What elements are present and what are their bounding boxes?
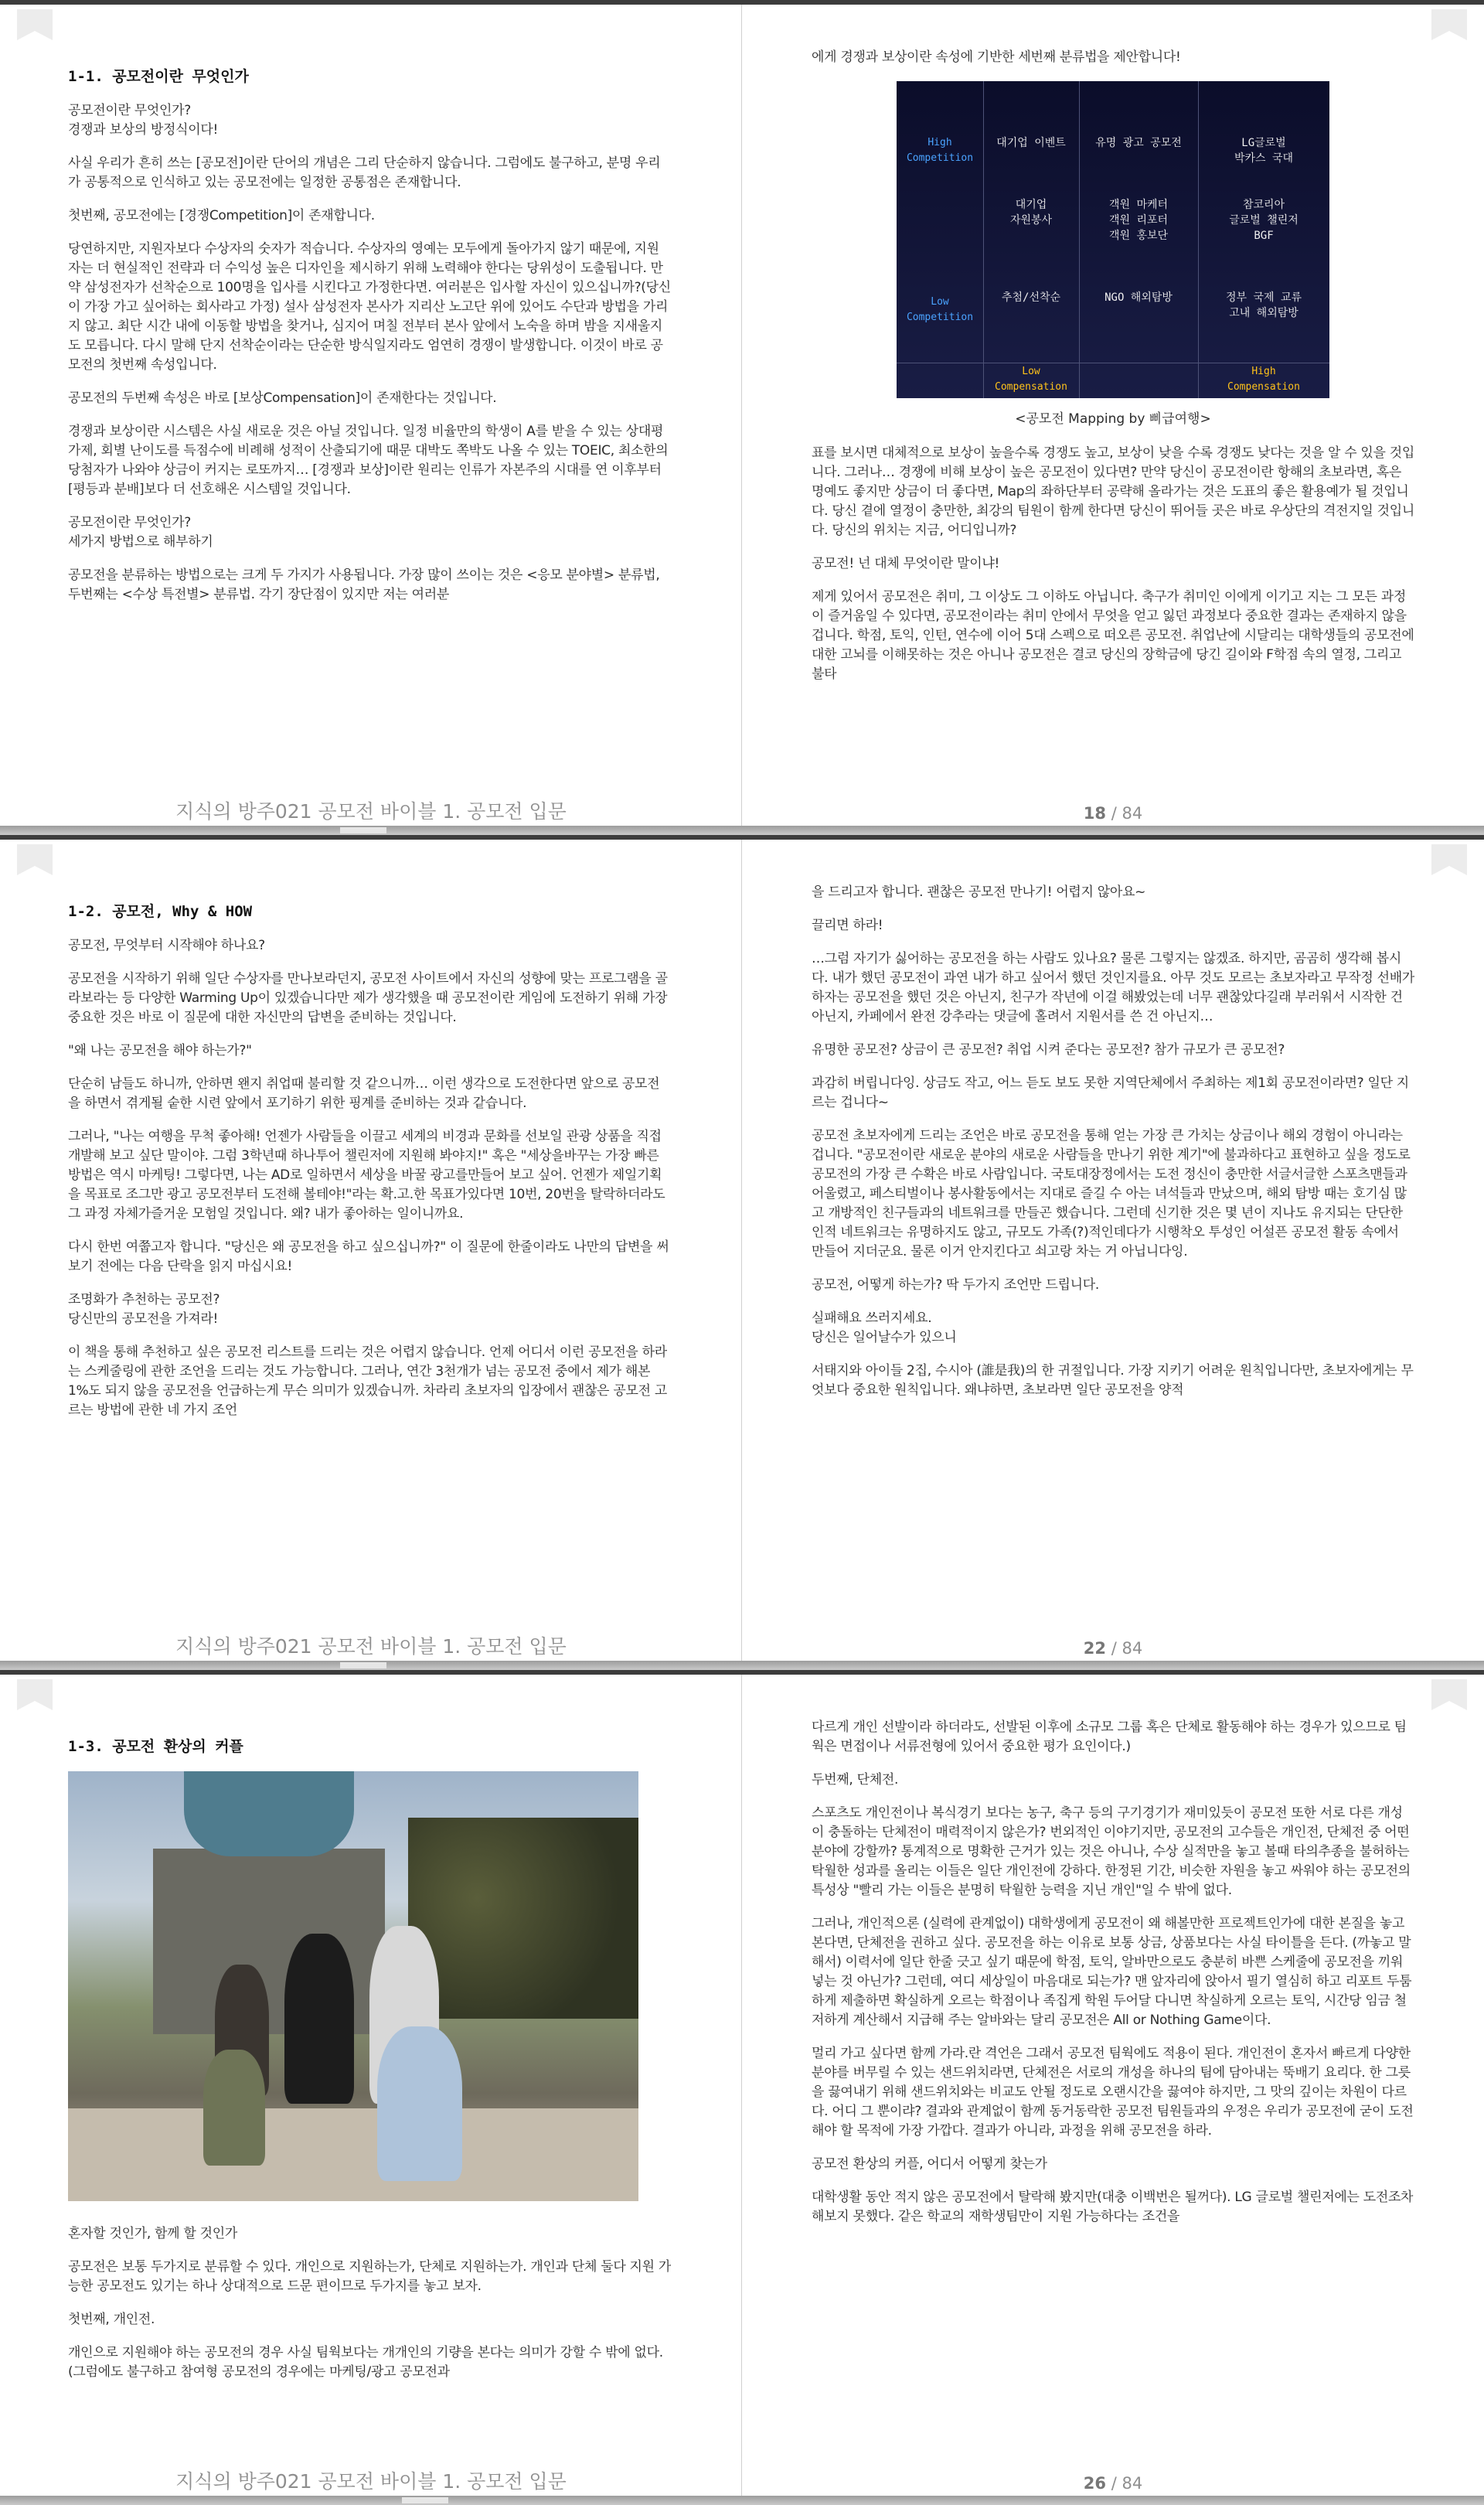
paragraph: 단순히 남들도 하니까, 안하면 왠지 취업때 불리할 것 같으니까… 이런 생각으로 도전한다면 앞으로 공모전을 하면서 겪게될 숱한 시련 앞에서 포기하기 위한 핑계를 준비하는 것과 같습니다.	[68, 1076, 660, 1111]
map-cell: 대기업 이벤트	[996, 137, 1066, 149]
paragraph: 제게 있어서 공모전은 취미, 그 이상도 그 이하도 아닙니다. 축구가 취미인 이에게 이기고 지는 그 모든 과정이 즐거움일 수 있다면, 공모전이라는 취미 안에서 무엇을 얻고 잃던 과정보다 중요한 결과는 존재하지 않을 겁니다. 학점, 토익, 인턴, 연수에 이어 5대 스펙으로 떠오른 공모전. 취업난에 시달리는 대학생들의 공모전에 대한 고뇌를 이해못하는 것은 아니나 공모전은 결코 당신의 장학금에 당긴 길이와 F학점 속의 열정, 그리고 불타	[812, 589, 1414, 682]
paragraph: 경쟁과 보상이란 시스템은 사실 새로운 것은 아닐 것입니다. 일정 비율만의 학생이 A를 받을 수 있는 상대평가제, 회별 난이도를 득점수에 비례해 성적이 산출되기에 때문 대박도 쪽박도 나올 수 있는 TOEIC, 최소한의 당첨자가 나와야 상금이 커지는 로또까지… [경쟁과 보상]이란 원리는 인류가 자본주의 시대를 연 이후부터 [평등과 분배]보다 더 선호해온 시스템일 것입니다.	[68, 424, 669, 497]
page-number: 22 / 84	[1083, 1639, 1143, 1658]
photo-trees	[408, 1818, 638, 2019]
photo-ground	[68, 2108, 638, 2201]
paragraph: 멀리 가고 싶다면 함께 가라.란 격언은 그래서 공모전 팀웍에도 적용이 된다. 개인전이 혼자서 빠르게 다양한 분야를 버무릴 수 있는 샌드위치라면, 단체전은 서로의 개성을 하나의 팀에 담아내는 뚝배기 요리다. 한 그릇을 끓여내기 위해 샌드위치와는 비교도 안될 정도로 오랜시간을 끓여야 하지만, 그 맛의 깊이는 차원이 다르다. 어디 그 뿐이랴? 결과와 관계없이 함께 동거동락한 공모전 팀원들과의 우정은 우리가 공모전에 굳이 도전해야 할 목적에 가장 가깝다. 결과가 아니라, 과정을 위해 공모전을 하라.	[812, 2046, 1414, 2139]
spread-2	[0, 835, 1484, 1670]
paragraph: 공모전은 보통 두가지로 분류할 수 있다. 개인으로 지원하는가, 단체로 지원하는가. 개인과 단체 둘다 지원 가능한 공모전도 있기는 하나 상대적으로 드문 편이므로 두가지를 놓고 보자.	[68, 2259, 671, 2294]
paragraph: 혼자할 것인가, 함께 할 것인가	[68, 2226, 237, 2241]
paragraph: 두번째, 단체전.	[812, 1772, 899, 1788]
current-page: 18	[1083, 804, 1107, 823]
paragraph: 표를 보시면 대체적으로 보상이 높을수록 경쟁도 높고, 보상이 낮을 수록 경쟁도 낮다는 것을 알 수 있을 것입니다. 그러나… 경쟁에 비해 보상이 높은 공모전이 있다면? 만약 당신이 공모전이란 항해의 초보라면, 혹은 명예도 좋지만 상금이 더 좋다면, Map의 좌하단부터 공략해 올라가는 것은 도표의 좋은 활용예가 될 것입니다. 당신 곁에 열정이 충만한, 최강의 팀원이 함께 한다면 당신이 뛰어들 곳은 바로 우상단의 격전지일 것입니다. 당신의 위치는 지금, 어디입니까?	[812, 445, 1414, 538]
map-cell: 유명 광고 공모전	[1095, 137, 1182, 149]
map-cell: LG글로벌 박카스 국대	[1234, 137, 1294, 165]
paragraph: 공모전 환상의 커플, 어디서 어떻게 찾는가	[812, 2156, 1047, 2172]
page-right	[742, 5, 1484, 835]
axis-high-compensation: High Compensation	[1227, 366, 1300, 393]
page-number: 26 / 84	[1083, 2474, 1143, 2493]
paragraph: 공모전을 시작하기 위해 일단 수상자를 만나보라던지, 공모전 사이트에서 자신의 성향에 맞는 프로그램을 골라보라는 등 다양한 Warming Up이 있겠습니다만 제가 생각했을 때 공모전이란 게임에 도전하기 위해 가장 중요한 것은 바로 이 질문에 대한 자신만의 답변을 준비하는 것입니다.	[68, 971, 668, 1025]
map-cell: 대기업 자원봉사	[1009, 199, 1053, 227]
paragraph: 공모전이란 무엇인가? 경쟁과 보상의 방정식이다!	[68, 103, 219, 138]
paragraph: "왜 나는 공모전을 해야 하는가?"	[68, 1043, 252, 1058]
map-cell: 객원 마케터 객원 리포터 객원 홍보단	[1108, 199, 1169, 242]
bookmark-icon[interactable]	[17, 844, 53, 875]
page-left	[0, 840, 742, 1670]
grid-line	[983, 81, 984, 398]
total-pages: 84	[1122, 2474, 1143, 2493]
page-content	[812, 1718, 1414, 2437]
page-right	[742, 840, 1484, 1670]
bookmark-icon[interactable]	[17, 1679, 53, 1710]
bookmark-icon[interactable]	[17, 9, 53, 40]
paragraph: 에게 경쟁과 보상이란 속성에 기반한 세번째 분류법을 제안합니다!	[812, 49, 1181, 65]
bookmark-icon[interactable]	[1431, 1679, 1467, 1710]
paragraph: 다시 한번 여쭙고자 합니다. "당신은 왜 공모전을 하고 싶으십니까?" 이 질문에 한줄이라도 나만의 답변을 써보기 전에는 다음 단락을 읽지 마십시요!	[68, 1239, 669, 1274]
paragraph: 사실 우리가 흔히 쓰는 [공모전]이란 단어의 개념은 그리 단순하지 않습니다. 그럼에도 불구하고, 분명 우리가 공통적으로 인식하고 있는 공모전에는 일정한 공통점은 존재합니다.	[68, 155, 661, 190]
paragraph: 유명한 공모전? 상금이 큰 공모전? 취업 시켜 준다는 공모전? 참가 규모가 큰 공모전?	[812, 1042, 1285, 1058]
current-page: 26	[1083, 2474, 1107, 2493]
paragraph: 당연하지만, 지원자보다 수상자의 숫자가 적습니다. 수상자의 영예는 모두에게 돌아가지 않기 때문에, 지원자는 더 현실적인 전략과 더 수익성 높은 디자인을 제시하기 위해 노력해야 한다는 당위성이 도출됩니다. 만약 삼성전자가 선착순으로 100명을 입사를 시킨다고 가정한다면. 여러분은 입사할 자신이 있으십니까?(당신이 가장 가고 싶어하는 회사라고 가정) 설사 삼성전자 본사가 지리산 노고단 위에 있어도 수단과 방법을 가리지 않고. 최단 시간 내에 이동할 방법을 찾거나, 심지어 며칠 전부터 본사 앞에서 노숙을 하며 밤을 지새울지도 모릅니다. 다시 말해 단지 선착순이라는 단순한 방식일지라도 엄연히 경쟁이 발생합니다. 이것이 바로 공모전의 첫번째 속성입니다.	[68, 241, 671, 373]
scroll-thumb[interactable]	[402, 2497, 448, 2503]
map-cell: 추첨/선착순	[1001, 291, 1061, 304]
paragraph: …그럼 자기가 싫어하는 공모전을 하는 사람도 있나요? 물론 그렇지는 않겠죠. 하지만, 곰곰히 생각해 봅시다. 내가 했던 공모전이 과연 내가 하고 싶어서 했던 것인지를요. 아무 것도 모르는 초보자라고 무작정 선배가 하자는 공모전을 했던 것은 아닌지, 친구가 작년에 이걸 해봤었는데 너무 괜찮았다길래 부러워서 시작한 건 아닌지, 카페에서 완전 강추라는 댓글에 홀려서 지원서를 쓴 건 아닌지…	[812, 951, 1414, 1024]
photo-statue	[184, 1771, 354, 1856]
paragraph: 첫번째, 개인전.	[68, 2312, 155, 2327]
section-heading: 1-3. 공모전 환상의 커플	[68, 1738, 243, 1755]
paragraph: 첫번째, 공모전에는 [경쟁Competition]이 존재합니다.	[68, 208, 375, 223]
axis-high-competition: High Competition	[906, 137, 974, 164]
paragraph: 조명화가 추천하는 공모전? 당신만의 공모전을 가져라!	[68, 1292, 220, 1327]
scroll-thumb[interactable]	[340, 827, 386, 833]
map-cell: 참코리아 글로벌 챌린저 BGF	[1229, 199, 1298, 242]
scrollbar[interactable]	[0, 2496, 1484, 2505]
scrollbar[interactable]	[0, 1661, 1484, 1670]
axis-low-compensation: Low Compensation	[995, 366, 1067, 393]
map-cell: 정부 국제 교류 고내 해외탐방	[1225, 291, 1302, 319]
bookmark-icon[interactable]	[1431, 9, 1467, 40]
page-right	[742, 1675, 1484, 2505]
photo-person	[377, 2026, 462, 2181]
page-content	[812, 883, 1414, 1602]
paragraph: 다르게 개인 선발이라 하더라도, 선발된 이후에 소규모 그룹 혹은 단체로 활동해야 하는 경우가 있으므로 팀웍은 면접이나 서류전형에 있어서 중요한 평가 요인이다.)	[812, 1719, 1407, 1754]
section-heading: 1-2. 공모전, Why & HOW	[68, 903, 253, 920]
spread-3	[0, 1670, 1484, 2505]
page-content	[68, 1719, 671, 2439]
section-heading: 1-1. 공모전이란 무엇인가	[68, 68, 249, 85]
paragraph: 공모전을 분류하는 방법으로는 크게 두 가지가 사용됩니다. 가장 많이 쓰이는 것은 <응모 분야별> 분류법, 두번째는 <수상 특전별> 분류법. 각기 장단점이 있지만 저는 여러분	[68, 567, 660, 602]
paragraph: 공모전, 무엇부터 시작해야 하나요?	[68, 938, 265, 953]
page-content	[68, 884, 671, 1604]
page-left	[0, 1675, 742, 2505]
paragraph: 공모전 초보자에게 드리는 조언은 바로 공모전을 통해 얻는 가장 큰 가치는 상금이나 해외 경험이 아니라는 겁니다. "공모전이란 새로운 분야의 새로운 사람들을 만나기 위한 계기"에 불과하다고 표현하고 싶을 정도로 공모전의 가장 큰 수확은 바로 사람입니다. 국토대장정에서는 도전 정신이 충만한 서글서글한 스포츠맨들과 어울렸고, 페스티벌이나 봉사활동에서는 지대로 즐길 수 아는 녀석들과 만났으며, 해외 탐방 때는 호기심 많고 개방적인 친구들과의 네트워크를 만들곤 했습니다. 그런데 신기한 것은 몇 년이 지나도 유지되는 단단한 인적 네트워크는 유명하지도 않고, 규모도 가족(?)적인데다가 시행착오 투성인 어설픈 공모전 활동 속에서 만들어 지더군요. 물론 이거 안지킨다고 쇠고랑 차는 거 아닙니다잉.	[812, 1128, 1411, 1259]
paragraph: 그러나, 개인적으론 (실력에 관계없이) 대학생에게 공모전이 왜 해볼만한 프로젝트인가에 대한 본질을 놓고 본다면, 단체전을 권하고 싶다. 공모전을 하는 이유로 보통 상금, 상품보다는 사실 타이틀을 든다. (까놓고 말해서) 이력서에 일단 한줄 긋고 싶기 때문에 학점, 토익, 알바만으로도 충분히 바쁜 스케줄에 공모전을 끼워넣는 것 아닌가? 그런데, 여디 세상일이 마음대로 되는가? 맨 앞자리에 앉아서 필기 열심히 하고 리포트 두툼하게 제출하면 확실하게 오르는 학점이나 족집게 학원 두어달 다니면 착실하게 오르는 토익, 시간당 임금 철저하게 계산해서 지급해 주는 알바와는 달리 공모전은 All or Nothing Game이다.	[812, 1916, 1412, 2028]
total-pages: 84	[1122, 1639, 1143, 1658]
paragraph: 공모전의 두번째 속성은 바로 [보상Compensation]이 존재한다는 것입니다.	[68, 390, 497, 406]
paragraph: 그러나, "나는 여행을 무척 좋아해! 언젠가 사람들을 이끌고 세계의 비경과 문화를 선보일 관광 상품을 직접 개발해 보고 싶단 말이야. 그럼 3학년때 하나투어 챌린저에 지원해 봐야지!" 혹은 "세상을바꾸는 가장 빠른 방법은 역시 마케팅! 그렇다면, 나는 AD로 일하면서 세상을 바꿀 광고를만들어 보고 싶어. 언젠가 제일기획을 목표로 조그만 광고 공모전부터 도전해 볼테야!"라는 확.고.한 목표가있다면 10번, 20번을 탈락하더라도 그 과정 자체가즐거운 모험일 것입니다. 왜? 내가 좋아하는 일이니까요.	[68, 1129, 665, 1222]
scroll-thumb[interactable]	[340, 1662, 386, 1668]
book-title-footer: 지식의 방주021 공모전 바이블 1. 공모전 입문	[175, 2470, 567, 2493]
paragraph: 실패해요 쓰러지세요. 당신은 일어날수가 있으니	[812, 1310, 957, 1345]
axis-low-competition: Low Competition	[906, 296, 974, 323]
team-photo	[68, 1771, 638, 2201]
paragraph: 개인으로 지원해야 하는 공모전의 경우 사실 팀웍보다는 개개인의 기량을 본다는 의미가 강할 수 밖에 없다. (그럼에도 불구하고 참여형 공모전의 경우에는 마케팅/광고 공모전과	[68, 2345, 663, 2380]
paragraph: 공모전이란 무엇인가? 세가지 방법으로 해부하기	[68, 515, 213, 550]
photo-person	[284, 1934, 354, 2104]
scrollbar[interactable]	[0, 826, 1484, 835]
paragraph: 서태지와 아이들 2집, 수시아 (誰是我)의 한 귀절입니다. 가장 지키기 어려운 원칙입니다만, 초보자에게는 무엇보다 중요한 원칙입니다. 왜냐하면, 초보라면 일단 공모전을 양적	[812, 1363, 1414, 1398]
paragraph: 공모전! 넌 대체 무엇이란 말이냐!	[812, 556, 1000, 571]
page-content	[812, 48, 1414, 767]
paragraph: 공모전, 어떻게 하는가? 딱 두가지 조언만 드립니다.	[812, 1277, 1099, 1293]
total-pages: 84	[1122, 804, 1143, 823]
paragraph: 스포츠도 개인전이나 복식경기 보다는 농구, 축구 등의 구기경기가 재미있듯이 공모전 또한 서로 다른 개성이 충돌하는 단체전이 매력적이지 않은가? 번외적인 이야기지만, 공모전의 고수들은 개인전, 단체전 중 어떤 분야에 강할까? 통계적으로 명확한 근거가 있는 것은 아니나, 수상 실적만을 놓고 볼때 타의추종을 불허하는 탁월한 성과를 올리는 이들은 일단 개인전에 강하다. 한정된 기간, 비슷한 자원을 놓고 싸워야 하는 공모전의 특성상 "빨리 가는 이들은 분명히 탁월한 능력을 지닌 개인"일 수 밖에 없다.	[812, 1805, 1411, 1898]
paragraph: 이 책을 통해 추천하고 싶은 공모전 리스트를 드리는 것은 어렵지 않습니다. 언제 어디서 이런 공모전을 하라는 스케줄링에 관한 조언을 드리는 것도 가능합니다. 그러나, 연간 3천개가 넘는 공모전 중에서 제가 해본 1%도 되지 않을 공모전을 언급하는게 무슨 의미가 있겠습니까. 차라리 초보자의 입장에서 괜찮은 공모전 고르는 방법에 관한 네 가지 조언	[68, 1345, 667, 1418]
paragraph: 끌리면 하라!	[812, 918, 883, 933]
book-title-footer: 지식의 방주021 공모전 바이블 1. 공모전 입문	[175, 1635, 567, 1658]
competition-compensation-map	[897, 81, 1329, 398]
page-content	[68, 49, 671, 769]
book-title-footer: 지식의 방주021 공모전 바이블 1. 공모전 입문	[175, 800, 567, 823]
figure-caption: <공모전 Mapping by 삐급여행>	[1015, 411, 1211, 427]
spread-1	[0, 0, 1484, 835]
page-left	[0, 5, 742, 835]
page-number: 18 / 84	[1083, 804, 1143, 823]
paragraph: 과감히 버립니다잉. 상금도 작고, 어느 듣도 보도 못한 지역단체에서 주최하는 제1회 공모전이라면? 일단 지르는 겁니다~	[812, 1075, 1409, 1110]
map-cell: NGO 해외탐방	[1104, 291, 1173, 304]
photo-person	[203, 2050, 265, 2166]
bookmark-icon[interactable]	[1431, 844, 1467, 875]
current-page: 22	[1083, 1639, 1107, 1658]
paragraph: 대학생활 동안 적지 않은 공모전에서 탈락해 봤지만(대충 이백번은 될꺼다). LG 글로벌 챌린저에는 도전조차 해보지 못했다. 같은 학교의 재학생팀만이 지원 가능하다는 조건을	[812, 2190, 1414, 2224]
paragraph: 을 드리고자 합니다. 괜찮은 공모전 만나기! 어렵지 않아요~	[812, 884, 1146, 900]
